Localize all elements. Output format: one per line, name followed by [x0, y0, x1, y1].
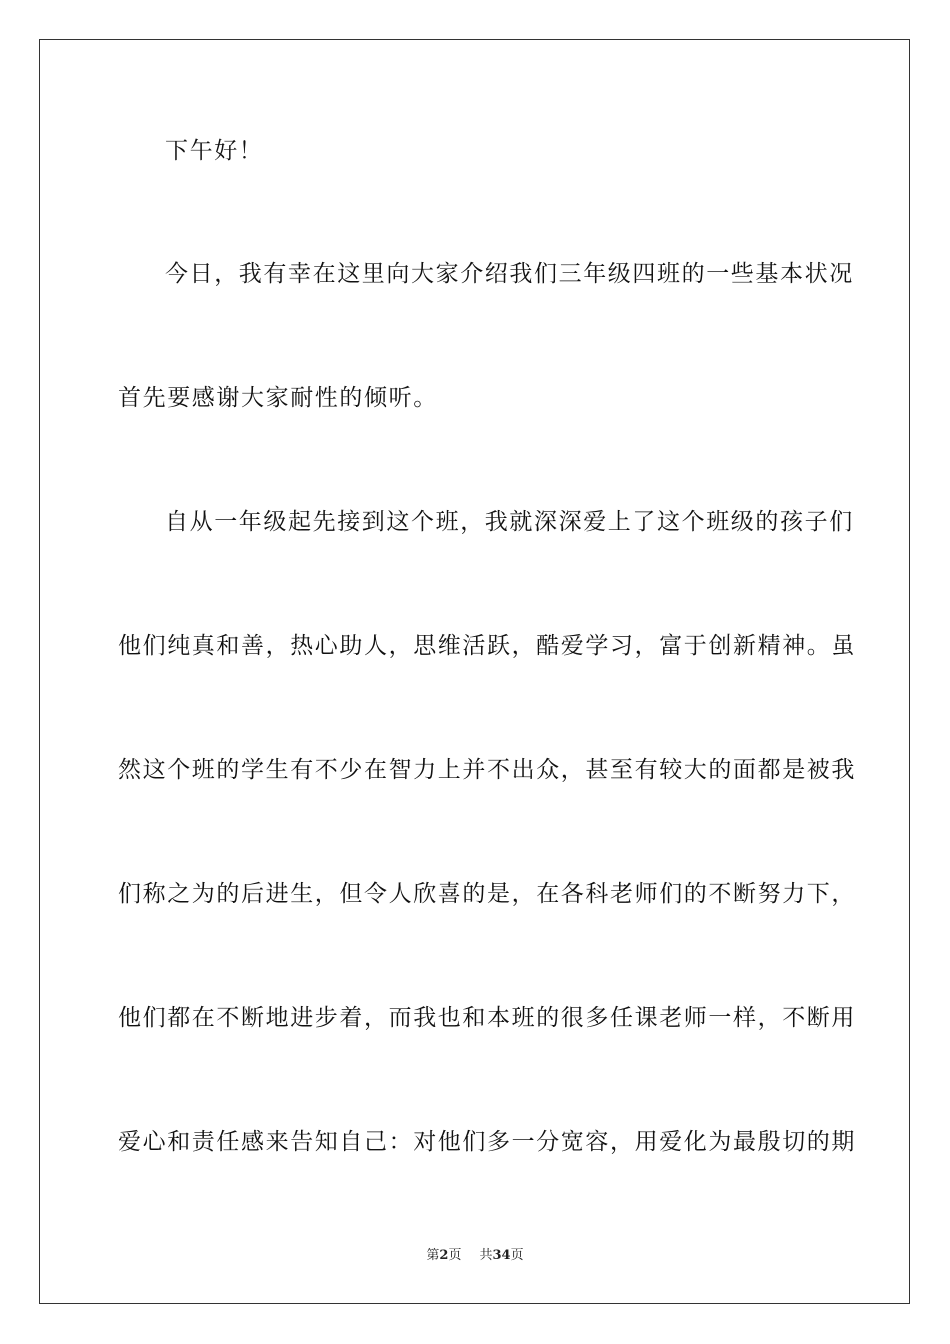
total-prefix: 共	[479, 1248, 493, 1263]
total-pages: 34	[492, 1248, 511, 1263]
greeting-line: 下午好！	[165, 138, 264, 164]
page-border	[39, 39, 910, 1304]
page-number: 2	[439, 1248, 449, 1263]
total-suffix: 页	[510, 1248, 524, 1263]
paragraph-line: 今日，我有幸在这里向大家介绍我们三年级四班的一些基本状况	[165, 261, 854, 287]
page-suffix: 页	[448, 1248, 462, 1263]
paragraph-line: 爱心和责任感来告知自己：对他们多一分宽容，用爱化为最殷切的期	[118, 1129, 856, 1155]
paragraph-line: 自从一年级起先接到这个班，我就深深爱上了这个班级的孩子们	[165, 509, 854, 535]
paragraph-line: 首先要感谢大家耐性的倾听。	[118, 385, 438, 411]
paragraph-line: 然这个班的学生有不少在智力上并不出众，甚至有较大的面都是被我	[118, 757, 856, 783]
paragraph-line: 他们纯真和善，热心助人，思维活跃，酷爱学习，富于创新精神。虽	[118, 633, 856, 659]
page-prefix: 第	[426, 1248, 440, 1263]
page-footer	[0, 1247, 950, 1265]
paragraph-line: 们称之为的后进生，但令人欣喜的是，在各科老师们的不断努力下，	[118, 881, 856, 907]
paragraph-line: 他们都在不断地进步着，而我也和本班的很多任课老师一样，不断用	[118, 1005, 856, 1031]
